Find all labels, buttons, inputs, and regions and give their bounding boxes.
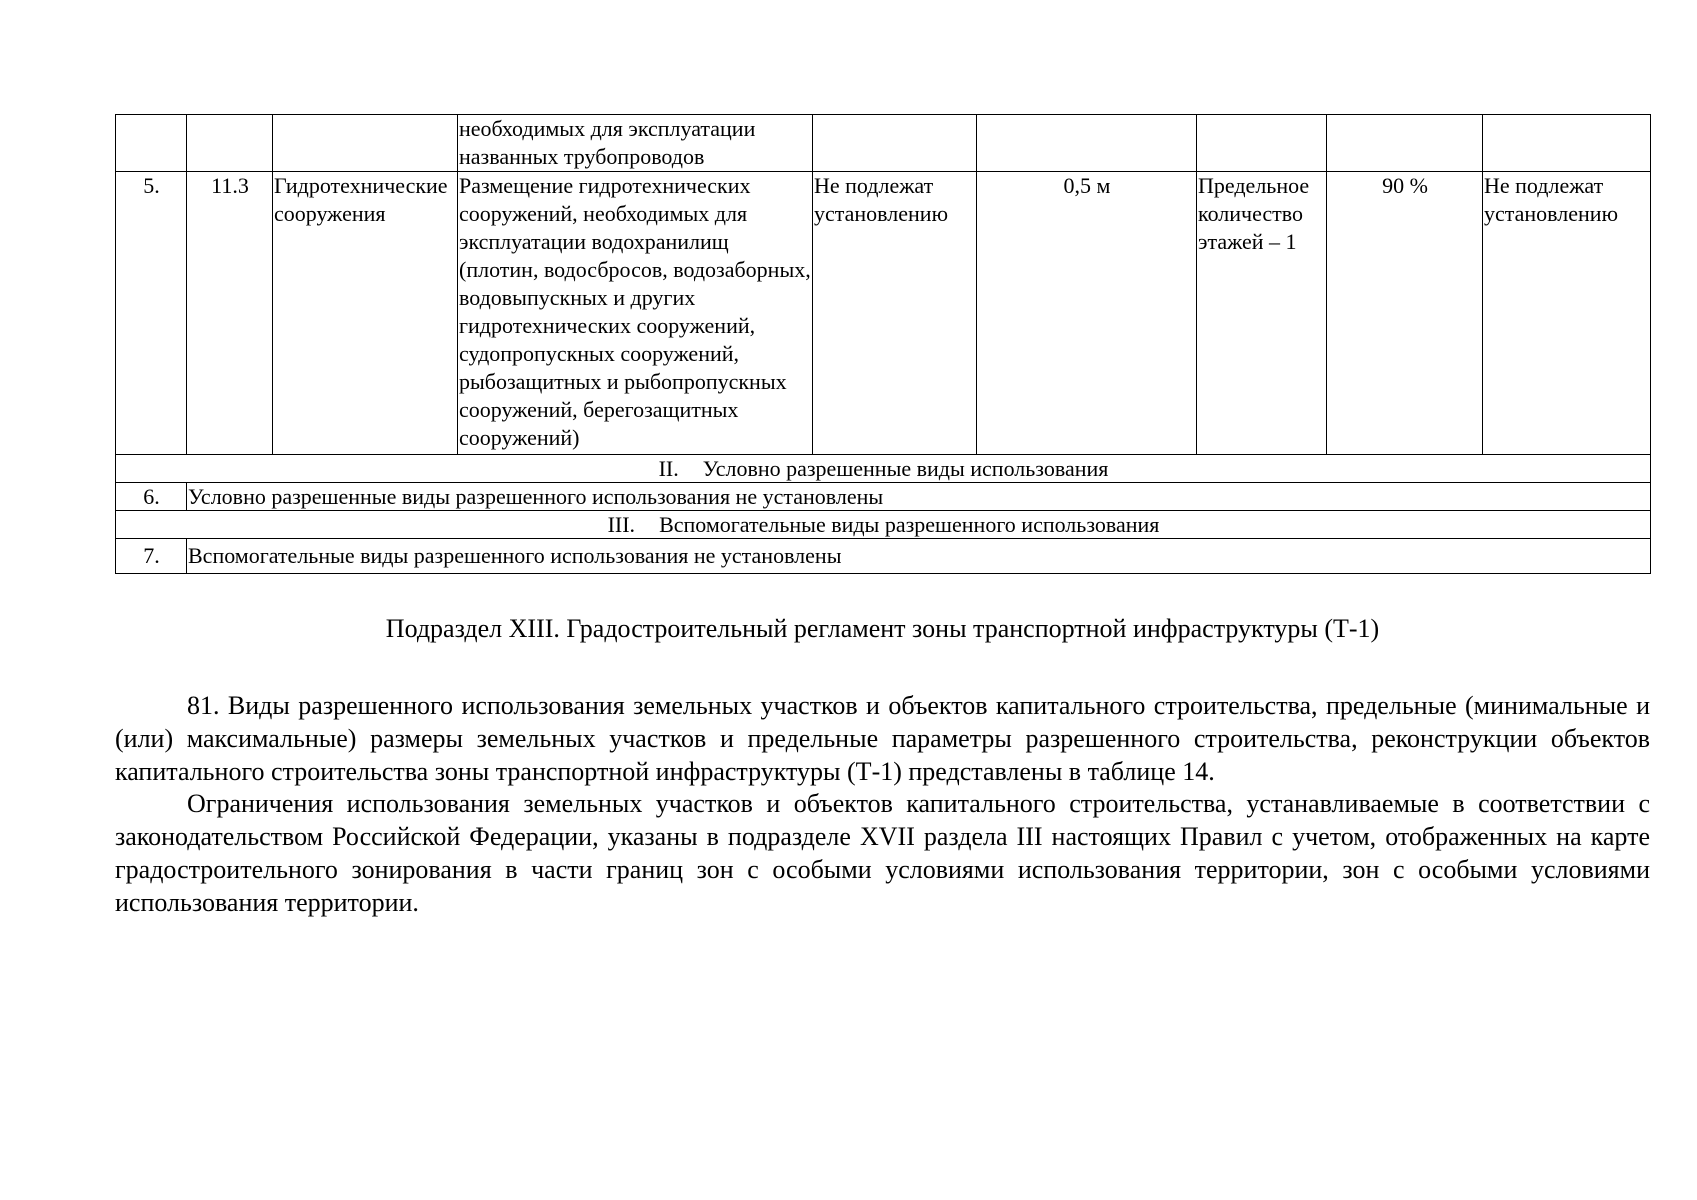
- cell-description: необходимых для эксплуатации названных трубопроводов: [458, 115, 813, 172]
- subsection-heading: Подраздел XIII. Градостроительный регламент зоны транспортной инфраструктуры (Т-1): [385, 614, 1380, 643]
- cell-setback: 0,5 м: [977, 172, 1197, 455]
- cell-code: [187, 115, 273, 172]
- cell-floors: [1197, 115, 1327, 172]
- cell-num: 6.: [116, 483, 187, 511]
- cell-num: 5.: [116, 172, 187, 455]
- section-number: II.: [658, 456, 679, 481]
- cell-code: 11.3: [187, 172, 273, 455]
- regulations-table: [115, 114, 1651, 574]
- paragraph-81: 81. Виды разрешенного использования земельных участков и объектов капитального строительства, предельные (минимальные и (или) максимальные) размеры земельных участков и предельные параметры разрешенного строительства, реконструкции объектов капитального строительства зоны транспортной инфраструктуры (Т-1) представлены в таблице 14.: [115, 691, 1650, 786]
- cell-coverage: [1327, 115, 1483, 172]
- cell-num: 7.: [116, 539, 187, 574]
- cell-other: [1483, 115, 1651, 172]
- section-header-row: [116, 511, 1651, 539]
- cell-other: Не подлежат установлению: [1483, 172, 1651, 455]
- cell-plot-size: Не подлежат установлению: [813, 172, 977, 455]
- section-title: Вспомогательные виды разрешенного использования: [659, 512, 1160, 537]
- cell-description: Размещение гидротехнических сооружений, необходимых для эксплуатации водохранилищ (плотин, водосбросов, водозаборных, водовыпускных и других гидротехнических сооружений, судопропускных сооружений, рыбозащитных и рыбопропускных сооружений, берегозащитных сооружений): [458, 172, 813, 455]
- section-header-row: [116, 455, 1651, 483]
- cell-name: [273, 115, 458, 172]
- table-row-continuation: [116, 115, 1651, 172]
- table-row: [116, 483, 1651, 511]
- cell-coverage: 90 %: [1327, 172, 1483, 455]
- section-header-conditional: [116, 455, 1651, 483]
- cell-setback: [977, 115, 1197, 172]
- cell-name: Гидротехнические сооружения: [273, 172, 458, 455]
- cell-plot-size: [813, 115, 977, 172]
- table-row: [116, 172, 1651, 455]
- section-header-auxiliary: [116, 511, 1651, 539]
- cell-floors: Предельное количество этажей – 1: [1197, 172, 1327, 455]
- table-row: [116, 539, 1651, 574]
- paragraph-restrictions: Ограничения использования земельных участков и объектов капитального строительства, устанавливаемые в соответствии с законодательством Российской Федерации, указаны в подразделе XVII раздела III настоящих Правил с учетом, отображенных на карте градостроительного зонирования в части границ зон с особыми условиями использования территории, зон с особыми условиями использования территории.: [115, 789, 1650, 917]
- cell-merged-text: Условно разрешенные виды разрешенного использования не установлены: [187, 483, 1651, 511]
- section-number: III.: [607, 512, 636, 537]
- cell-merged-text: Вспомогательные виды разрешенного использования не установлены: [187, 539, 1651, 574]
- cell-num: [116, 115, 187, 172]
- section-title: Условно разрешенные виды использования: [702, 456, 1109, 481]
